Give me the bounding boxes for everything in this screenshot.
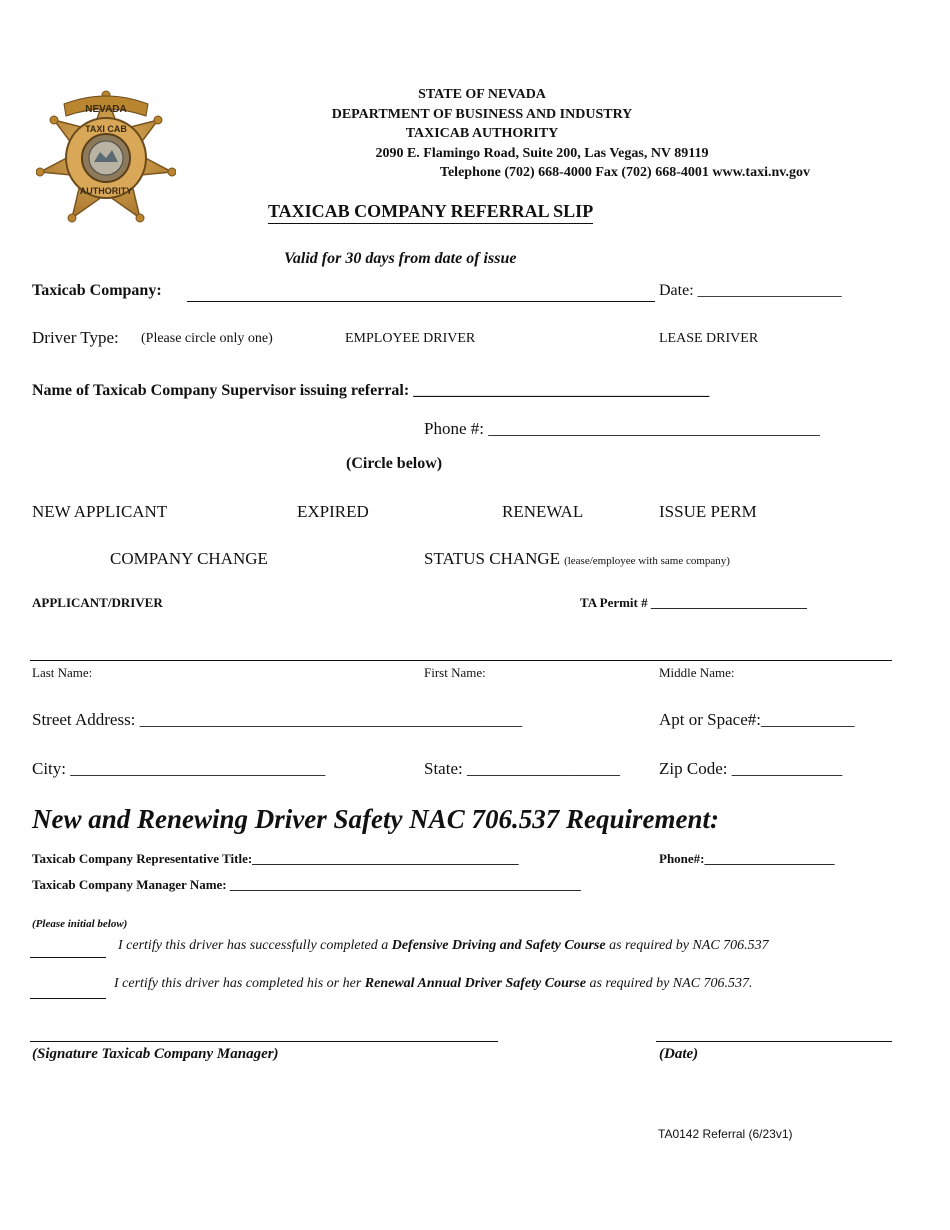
status-change-label: STATUS CHANGE	[424, 549, 561, 568]
middle-name-label: Middle Name:	[659, 665, 735, 680]
city-label: City:	[32, 759, 71, 778]
manager-name-field[interactable]	[32, 877, 581, 893]
option-lease-driver[interactable]: LEASE DRIVER	[659, 331, 759, 346]
first-name-label: First Name:	[424, 665, 486, 680]
phone-field[interactable]	[424, 419, 820, 439]
option-status-change[interactable]	[424, 549, 730, 569]
apt-space-line: ___________	[760, 710, 855, 729]
option-issue-perm[interactable]: ISSUE PERM	[659, 502, 757, 521]
initial-note: (Please initial below)	[32, 918, 128, 930]
header-address: 2090 E. Flamingo Road, Suite 200, Las Vegas, NV 89119	[375, 145, 709, 161]
circle-below-note: (Circle below)	[346, 455, 443, 472]
form-number: TA0142 Referral (6/23v1)	[658, 1127, 793, 1141]
applicant-driver-heading: APPLICANT/DRIVER	[32, 595, 163, 610]
signature-date-field[interactable]	[656, 1041, 892, 1042]
form-title: TAXICAB COMPANY REFERRAL SLIP	[268, 201, 593, 224]
state-line: __________________	[466, 759, 620, 778]
supervisor-field[interactable]	[32, 382, 709, 400]
name-field-line[interactable]	[30, 660, 892, 661]
agency-header	[222, 85, 810, 183]
header-state: STATE OF NEVADA	[418, 87, 546, 102]
header-contact: Telephone (702) 668-4000 Fax (702) 668-4001 www.taxi.nv.gov	[439, 165, 810, 180]
street-address-label: Street Address:	[32, 710, 140, 729]
signature-field[interactable]	[30, 1041, 498, 1042]
manager-name-label: Taxicab Company Manager Name:	[32, 877, 230, 892]
rep-phone-field[interactable]	[659, 851, 835, 867]
status-change-note: (lease/employee with same company)	[564, 555, 730, 567]
date-label: Date:	[659, 282, 698, 299]
seal-middle-text: TAXI CAB	[85, 124, 127, 134]
certification-renewal-safety	[114, 976, 753, 992]
zip-code-line: _____________	[731, 759, 843, 778]
driver-type-note: (Please circle only one)	[141, 331, 273, 346]
taxicab-authority-seal	[36, 90, 176, 226]
state-field[interactable]	[424, 759, 620, 779]
signature-label: (Signature Taxicab Company Manager)	[32, 1046, 279, 1062]
requirement-heading: New and Renewing Driver Safety NAC 706.537 Requirement:	[32, 804, 719, 834]
supervisor-line: _____________________________________	[413, 382, 710, 399]
taxicab-company-field[interactable]	[187, 301, 655, 302]
zip-code-field[interactable]	[659, 759, 842, 779]
seal-star-icon	[36, 90, 176, 226]
rep-title-field[interactable]	[32, 851, 519, 867]
initial-field-1[interactable]	[30, 957, 106, 958]
phone-label: Phone #:	[424, 419, 489, 438]
date-field[interactable]	[659, 282, 842, 300]
rep-title-label: Taxicab Company Representative Title:	[32, 851, 253, 866]
city-field[interactable]	[32, 759, 325, 779]
rep-phone-label: Phone#:	[659, 851, 705, 866]
cert1-text: I certify this driver has successfully completed a	[118, 938, 392, 953]
cert2-course: Renewal Annual Driver Safety Course	[364, 976, 586, 991]
last-name-label: Last Name:	[32, 665, 93, 680]
manager-name-line: ______________________________________________________	[229, 877, 581, 892]
ta-permit-label: TA Permit #	[580, 595, 651, 610]
seal-bottom-text: AUTHORITY	[79, 186, 133, 196]
ta-permit-field[interactable]	[580, 595, 807, 611]
rep-phone-line: ____________________	[704, 851, 835, 866]
date-line: __________________	[697, 282, 842, 299]
cert1-requirement: as required by NAC 706.537	[605, 938, 769, 953]
zip-code-label: Zip Code:	[659, 759, 732, 778]
cert1-course: Defensive Driving and Safety Course	[391, 938, 606, 953]
option-company-change[interactable]: COMPANY CHANGE	[110, 549, 268, 568]
certification-defensive-driving	[118, 938, 769, 954]
header-department: DEPARTMENT OF BUSINESS AND INDUSTRY	[331, 106, 633, 122]
rep-title-line: _________________________________________	[252, 851, 519, 866]
street-address-field[interactable]	[32, 710, 522, 730]
signature-date-label: (Date)	[659, 1046, 699, 1062]
supervisor-label: Name of Taxicab Company Supervisor issuing referral:	[32, 382, 414, 399]
ta-permit-line: ________________________	[650, 595, 807, 610]
city-line: ______________________________	[70, 759, 326, 778]
phone-line: _______________________________________	[488, 419, 820, 438]
street-address-line: _____________________________________________	[139, 710, 523, 729]
option-expired[interactable]: EXPIRED	[297, 502, 369, 521]
driver-type-label: Driver Type:	[32, 328, 119, 347]
taxicab-company-label: Taxicab Company:	[32, 282, 162, 299]
apt-space-label: Apt or Space#:	[659, 710, 761, 729]
initial-field-2[interactable]	[30, 998, 106, 999]
apt-space-field[interactable]	[659, 710, 854, 730]
option-employee-driver[interactable]: EMPLOYEE DRIVER	[345, 331, 476, 346]
cert2-text: I certify this driver has completed his or her	[114, 976, 365, 991]
option-new-applicant[interactable]: NEW APPLICANT	[32, 502, 168, 521]
header-authority: TAXICAB AUTHORITY	[405, 126, 559, 141]
option-renewal[interactable]: RENEWAL	[502, 502, 584, 521]
cert2-requirement: as required by NAC 706.537.	[585, 976, 753, 991]
validity-note: Valid for 30 days from date of issue	[284, 250, 517, 267]
state-label: State:	[424, 759, 467, 778]
seal-top-text: NEVADA	[85, 104, 127, 115]
